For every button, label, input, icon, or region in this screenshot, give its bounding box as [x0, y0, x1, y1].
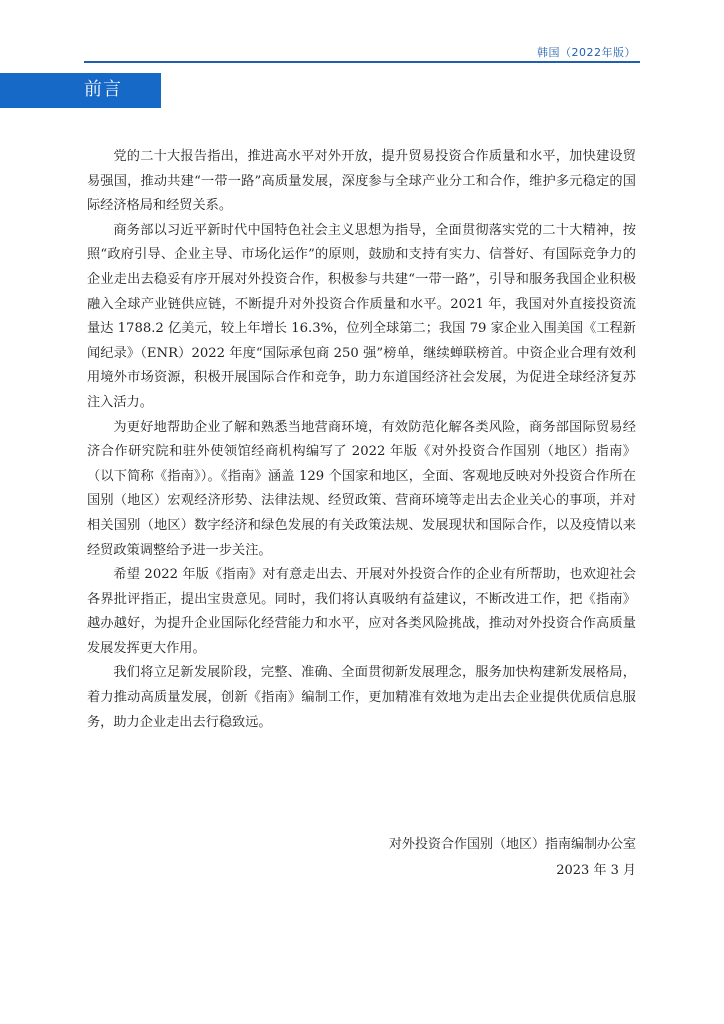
signature-date: 2023 年 3 月 — [556, 863, 636, 878]
signature-organization: 对外投资合作国别（地区）指南编制办公室 — [388, 837, 636, 852]
paragraph-5: 我们将立足新发展阶段，完整、准确、全面贯彻新发展理念，服务加快构建新发展格局，着力推动高质量发展，创新《指南》编制工作，更加精准有效地为走出去企业提供优质信息服务，助力企业走出去行稳致远。 — [87, 665, 636, 730]
signature-block — [389, 832, 636, 884]
header-divider — [84, 61, 640, 63]
section-banner — [0, 73, 161, 108]
paragraph-2: 商务部以习近平新时代中国特色社会主义思想为指导，全面贯彻落实党的二十大精神，按照“政府引导、企业主导、市场化运作”的原则，鼓励和支持有实力、信誉好、有国际竞争力的企业走出去稳妥有序开展对外投资合作，积极参与共建“一带一路”，引导和服务我国企业积极融入全球产业链供应链，不断提升对外投资合作质量和水平。2021 年，我国对外直接投资流量达 1788.2 亿美元，较上年增长 16.3%，位列全球第二；我国 79 家企业入围美国《工程新闻纪录》（ENR）2022 年度“国际承包商 250 强”榜单，继续蝉联榜首。中资企业合理有效利用境外市场资源，积极开展国际合作和竞争，助力东道国经济社会发展，为促进全球经济复苏注入活力。 — [87, 222, 636, 410]
preface-body — [87, 145, 636, 735]
section-title: 前言 — [84, 79, 122, 100]
running-header: 韩国（2022年版） — [537, 46, 636, 59]
paragraph-1: 党的二十大报告指出，推进高水平对外开放，提升贸易投资合作质量和水平，加快建设贸易强国，推动共建“一带一路”高质量发展，深度参与全球产业分工和合作，维护多元稳定的国际经济格局和经贸关系。 — [87, 149, 636, 214]
paragraph-3: 为更好地帮助企业了解和熟悉当地营商环境，有效防范化解各类风险，商务部国际贸易经济合作研究院和驻外使领馆经商机构编写了 2022 年版《对外投资合作国别（地区）指南》（以下简称《指南》）。《指南》涵盖 129 个国家和地区，全面、客观地反映对外投资合作所在国别（地区）宏观经济形势、法律法规、经贸政策、营商环境等走出去企业关心的事项，并对相关国别（地区）数字经济和绿色发展的有关政策法规、发展现状和国际合作，以及疫情以来经贸政策调整给予进一步关注。 — [87, 419, 636, 558]
paragraph-4: 希望 2022 年版《指南》对有意走出去、开展对外投资合作的企业有所帮助，也欢迎社会各界批评指正，提出宝贵意见。同时，我们将认真吸纳有益建议，不断改进工作，把《指南》越办越好，为提升企业国际化经营能力和水平，应对各类风险挑战，推动对外投资合作高质量发展发挥更大作用。 — [87, 567, 636, 656]
